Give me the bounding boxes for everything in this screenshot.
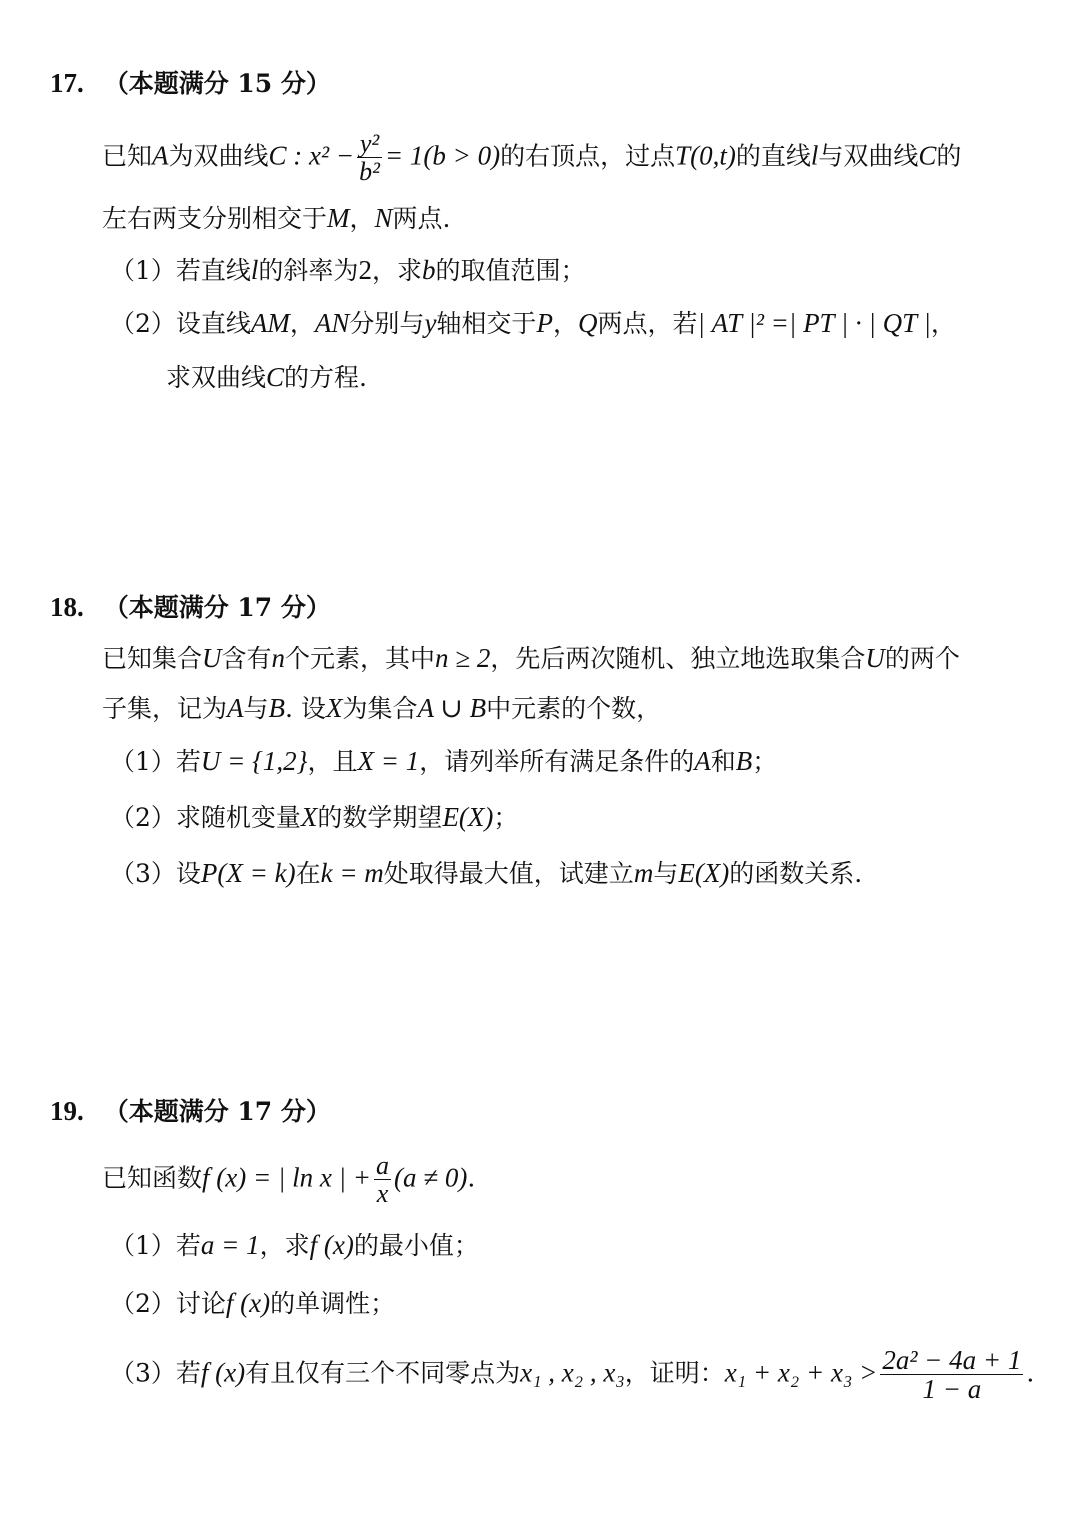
q18-number: 18. [50, 592, 84, 622]
q19-score: （本题满分 17 分） [103, 1097, 331, 1126]
q18-score: （本题满分 17 分） [103, 593, 331, 622]
q19-part2: （2）讨论f (x)的单调性； [110, 1288, 396, 1318]
q17-part2-line1: （2）设直线AM，AN分别与y轴相交于P，Q两点，若| AT |² =| PT | · | QT |， [110, 308, 956, 338]
q19-heading [50, 1098, 331, 1125]
q18-heading [50, 594, 331, 621]
q19-stem: 已知函数f (x) = | ln x | + $\frac{a}{x}$ (a ≠ 0). [102, 1151, 476, 1209]
q17-heading [50, 70, 331, 97]
a-over-x-fraction: $\frac{a}{x}$ [376, 1151, 390, 1209]
q18-part2: （2）求随机变量X的数学期望E(X)； [110, 802, 519, 832]
q18-part3: （3）设P(X = k)在k = m处取得最大值，试建立m与E(X)的函数关系. [110, 858, 863, 888]
q18-stem-line1: 已知集合U含有n个元素，其中n ≥ 2，先后两次随机、独立地选取集合U的两个 [102, 643, 960, 673]
hyperbola-fraction: $\frac{\text{y²}}{\text{b²}}$ [359, 129, 380, 187]
q17-number: 17. [50, 68, 84, 98]
q18-stem-line2: 子集，记为A与B. 设X为集合A ∪ B中元素的个数， [102, 693, 662, 723]
q17-stem-line1: 已知A为双曲线C : x² − $\frac{\text{y²}}{\text{b²}}$ = 1(b > 0)的右顶点，过点T(0,t)的直线l与双曲线C的 [102, 129, 962, 187]
inequality-fraction: $\frac{\text{2a² − 4a + 1}}{1 - a}$ [882, 1345, 1022, 1405]
q17-score: （本题满分 15 分） [103, 69, 331, 98]
q19-number: 19. [50, 1096, 84, 1126]
q17-part1: （1）若直线l的斜率为2，求b的取值范围； [110, 255, 586, 285]
q18-part1: （1）若U = {1,2}，且X = 1，请列举所有满足条件的A和B； [110, 746, 778, 776]
q19-part1: （1）若a = 1，求f (x)的最小值； [110, 1230, 479, 1260]
q17-stem-line2: 左右两支分别相交于M，N两点. [102, 203, 451, 233]
q17-part2-line2: 求双曲线C的方程. [166, 362, 367, 392]
q19-part3: （3）若f (x)有且仅有三个不同零点为x₁ , x₂ , x₃，证明：x₁ + x₂ + x₃ > $\frac{\text{2a² − 4a + 1}}{1 - a}$ . [110, 1345, 1035, 1405]
